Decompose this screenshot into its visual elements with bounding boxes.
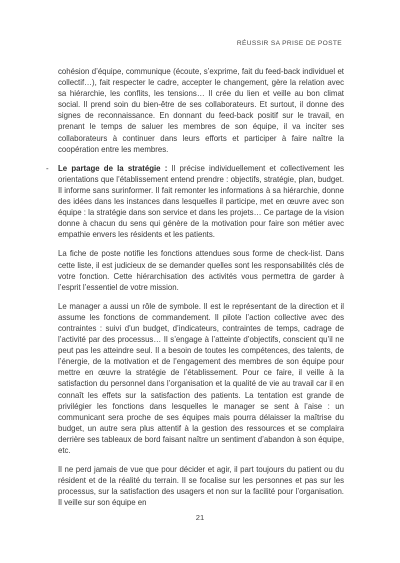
paragraph-manager-symbol: Le manager a aussi un rôle de symbole. Il est le représentant de la direction et il assume les fonctions de commandement. Il pilote l’action collective avec des contraintes : suivi d’un budget, d’indicateurs, contraintes de temps, cadrage de l’activité par des processus… Il s’engage à l’atteinte d’objectifs, conscient qu’il ne peut pas les atteindre seul. Il a besoin de toutes les compétences, des talents, de l’énergie, de la motivation et de l’engagement des membres de son équipe pour mettre en œuvre la stratégie de l’établissement. Pour ce faire, il veille à la satisfaction du personnel dans l’organisation et la qualité de vie au travail car il en connaît les effets sur la satisfaction des patients. La tentation est grande de privilégier les fonctions dans lesquelles le manager se sent à l’aise : un communicant sera proche de ses équipes mais pourra délaisser la maîtrise du budget, un autre sera plus attentif à la gestion des ressources et se complaira derrière ses tableaux de bord faisant naître un sentiment d’abandon à son équipe, etc. (58, 301, 344, 455)
bullet-item-strategy (46, 163, 345, 241)
running-header: RÉUSSIR SA PRISE DE POSTE (236, 40, 342, 47)
continued-list-item: cohésion d’équipe, communique (écoute, s’exprime, fait du feed-back individuel et collectif…), fait respecter le cadre, accepter le changement, gère la relation avec sa hiérarchie, les conflits, les tensions… Il crée du lien et veille au bon climat social. Il prend soin du bien-être de ses collaborateurs. Et surtout, il donne des signes de reconnaissance. En donnant du feed-back positif sur le travail, en prenant le temps de saluer les membres de son équipe, il va inciter ses collaborateurs à continuer dans leurs efforts et participer à faire naître la coopération entre les membres. (58, 67, 344, 154)
paragraph-patient-focus: Il ne perd jamais de vue que pour décider et agir, il part toujours du patient ou du résident et de la réalité du terrain. Il se focalise sur les personnes et pas sur les processus, sur la satisfaction des usagers et non sur la facilité pour l’organisation. Il veille sur son équipe en (58, 465, 344, 508)
bullet-text: Il précise individuellement et collectivement les orientations que l’établissement entend prendre : objectifs, stratégie, plan, budget. Il informe sans surinformer. Il fait remonter les informations à sa hiérarchie, donne des idées dans les instances dans lesquelles il participe, met en œuvre avec son équipe : la stratégie dans son service et dans les projets… Ce partage de la vision donne à chacun du sens qui génère de la motivation pour faire son métier avec empathie envers les résidents et les patients. (58, 163, 345, 240)
page-body (46, 66, 345, 516)
page-number: 21 (195, 513, 205, 522)
bullet-marker: - (46, 163, 49, 173)
paragraph-job-description: La fiche de poste notifie les fonctions attendues sous forme de check-list. Dans cette liste, il est judicieux de se demander quelles sont les responsabilités clés de votre fonction. Cette hiérarchisation des activités vous permettra de garder à l’esprit l’essentiel de votre mission. (58, 249, 344, 292)
bullet-title: Le partage de la stratégie : (58, 163, 168, 173)
